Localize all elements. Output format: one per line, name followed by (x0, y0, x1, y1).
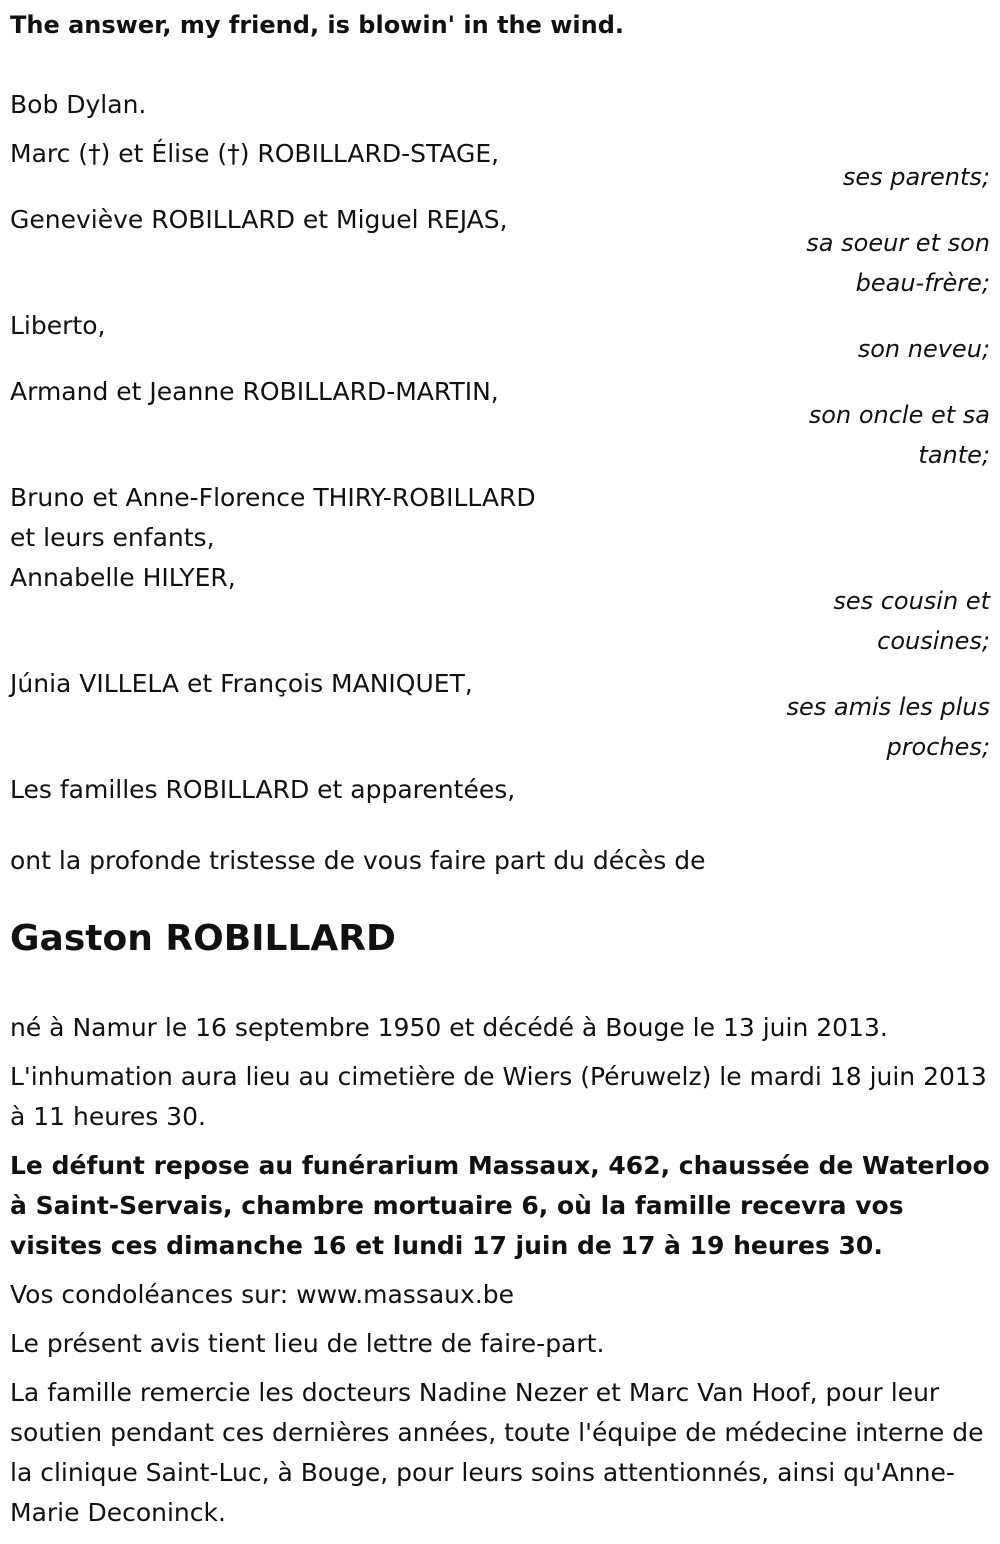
family-entry-role (790, 581, 990, 661)
family-entry-name: et leurs enfants, (10, 523, 215, 552)
deceased-name: Gaston ROBILLARD (10, 918, 396, 959)
family-entry-name: Annabelle HILYER, (10, 563, 236, 592)
family-entry-role-line: ses cousin et (833, 587, 990, 615)
family-entry-role-line: proches; (886, 733, 990, 761)
family-entry-role-line: tante; (918, 441, 990, 469)
family-entry-name: Liberto, (10, 311, 106, 340)
family-entry-uncle (10, 372, 990, 475)
family-entry-name: Les familles ROBILLARD et apparentées, (10, 775, 516, 804)
family-entry-name: Armand et Jeanne ROBILLARD-MARTIN, (10, 377, 499, 406)
family-entry-families (10, 770, 990, 810)
family-entry-nephew (10, 306, 990, 369)
family-entry-role: son neveu; (857, 335, 990, 363)
family-entry-role (790, 223, 990, 303)
epigraph-quote: The answer, my friend, is blowin' in the wind. (10, 11, 625, 39)
birth-death-info: né à Namur le 16 septembre 1950 et décédé à Bouge le 13 juin 2013. (10, 1013, 888, 1042)
family-entry-name: Júnia VILLELA et François MANIQUET, (10, 669, 473, 698)
funeral-home-info: Le défunt repose au funérarium Massaux, 462, chaussée de Waterloo à Saint-Servais, chambre mortuaire 6, où la famille recevra vos visites ces dimanche 16 et lundi 17 juin de 17 à 19 heures 30. (10, 1151, 990, 1260)
family-entry-sister (10, 200, 990, 303)
family-entry-role (780, 687, 990, 767)
family-entry-role-line: ses amis les plus (786, 693, 990, 721)
thanks-info: La famille remercie les docteurs Nadine Nezer et Marc Van Hoof, pour leur soutien pendant ces dernières années, toute l'équipe de médecine interne de la clinique Saint-Luc, à Bouge, pour leurs soins attentionnés, ainsi qu'Anne-Marie Deconinck. (10, 1378, 984, 1527)
announcement-text: ont la profonde tristesse de vous faire part du décès de (10, 846, 706, 875)
family-entry-role-line: son oncle et sa (808, 401, 990, 429)
family-entry-parents (10, 134, 990, 197)
family-entry-role-line: sa soeur et son (806, 229, 990, 257)
quote-author: Bob Dylan. (10, 90, 147, 119)
family-entry-cousins (10, 478, 990, 661)
family-entry-role: ses parents; (842, 163, 990, 191)
family-entry-name: Bruno et Anne-Florence THIRY-ROBILLARD (10, 483, 536, 512)
obituary-notice (10, 5, 990, 1542)
family-entry-name: Geneviève ROBILLARD et Miguel REJAS, (10, 205, 508, 234)
burial-info: L'inhumation aura lieu au cimetière de Wiers (Péruwelz) le mardi 18 juin 2013 à 11 heures 30. (10, 1062, 987, 1131)
notice-info: Le présent avis tient lieu de lettre de faire-part. (10, 1329, 605, 1358)
family-entry-name: Marc (†) et Élise (†) ROBILLARD-STAGE, (10, 139, 500, 168)
family-entry-friends (10, 664, 990, 767)
condolences-info: Vos condoléances sur: www.massaux.be (10, 1280, 515, 1309)
family-entry-role (790, 395, 990, 475)
family-entry-role-line: beau-frère; (855, 269, 990, 297)
family-entry-role-line: cousines; (877, 627, 990, 655)
